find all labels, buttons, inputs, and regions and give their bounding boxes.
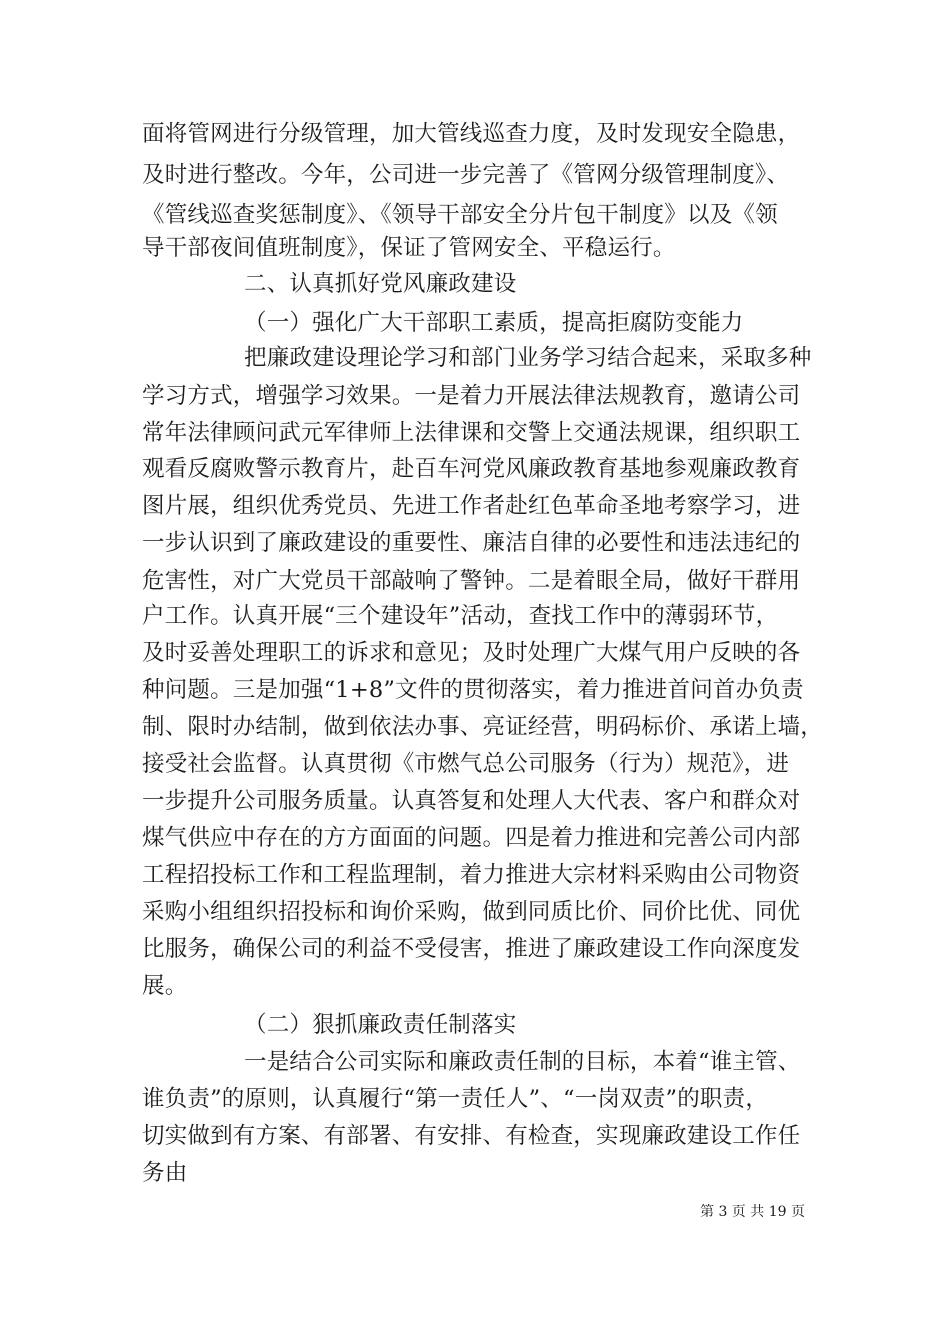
text-line: 制、限时办结制，做到依法办事、亮证经营，明码标价、承诺上墙， <box>142 714 824 740</box>
text-line: 接受社会监督。认真贯彻《市燃气总公司服务（行为）规范》，进 <box>142 751 790 777</box>
text-line: 户工作。认真开展“三个建设年”活动，查找工作中的薄弱环节， <box>142 603 779 629</box>
text-line: 一步提升公司服务质量。认真答复和处理人大代表、客户和群众对 <box>142 788 801 814</box>
text-line: 比服务，确保公司的利益不受侵害，推进了廉政建设工作向深度发 <box>142 936 801 962</box>
text-line: 种问题。三是加强“1+8”文件的贯彻落实，着力推进首问首办负责 <box>142 677 804 703</box>
text-line: 及时妥善处理职工的诉求和意见；及时处理广大煤气用户反映的各 <box>142 640 801 666</box>
text-line: 图片展，组织优秀党员、先进工作者赴红色革命圣地考察学习，进 <box>142 493 801 519</box>
text-line: 煤气供应中存在的方方面面的问题。四是着力推进和完善公司内部 <box>142 825 801 851</box>
paragraph-start: 把廉政建设理论学习和部门业务学习结合起来，采取多种 <box>244 345 812 371</box>
text-line: 工程招投标工作和工程监理制，着力推进大宗材料采购由公司物资 <box>142 862 801 888</box>
paragraph-start: 一是结合公司实际和廉政责任制的目标，本着“谁主管、 <box>244 1049 801 1075</box>
text-line: 导干部夜间值班制度》，保证了管网安全、平稳运行。 <box>142 235 676 261</box>
text-line: 及时进行整改。今年，公司进一步完善了《管网分级管理制度》、 <box>142 162 790 188</box>
text-line: 切实做到有方案、有部署、有安排、有检查，实现廉政建设工作任 <box>142 1123 801 1149</box>
subsection-heading: （二）狠抓廉政责任制落实 <box>244 1012 517 1038</box>
text-line: 谁负责”的原则，认真履行“第一责任人”、“一岗双责”的职责， <box>142 1086 769 1112</box>
text-line: 危害性，对广大党员干部敲响了警钟。二是着眼全局，做好干群用 <box>142 568 801 594</box>
page-number-footer: 第 3 页 共 19 页 <box>700 1204 805 1220</box>
text-line: 常年法律顾问武元军律师上法律课和交警上交通法规课，组织职工 <box>142 420 801 446</box>
subsection-heading: （一）强化广大干部职工素质，提高拒腐防变能力 <box>244 310 744 336</box>
text-line: 采购小组组织招投标和询价采购，做到同质比价、同价比优、同优 <box>142 899 801 925</box>
text-line: 《管线巡查奖惩制度》、《领导干部安全分片包干制度》以及《领 <box>142 202 778 228</box>
text-line: 面将管网进行分级管理，加大管线巡查力度，及时发现安全隐患， <box>142 121 801 147</box>
text-line: 务由 <box>142 1160 188 1186</box>
text-line: 观看反腐败警示教育片，赴百车河党风廉政教育基地参观廉政教育 <box>142 456 801 482</box>
section-heading: 二、认真抓好党风廉政建设 <box>244 271 517 297</box>
text-line: 展。 <box>142 973 188 999</box>
text-line: 学习方式，增强学习效果。一是着力开展法律法规教育，邀请公司 <box>142 383 801 409</box>
text-line: 一步认识到了廉政建设的重要性、廉洁自律的必要性和违法违纪的 <box>142 530 801 556</box>
